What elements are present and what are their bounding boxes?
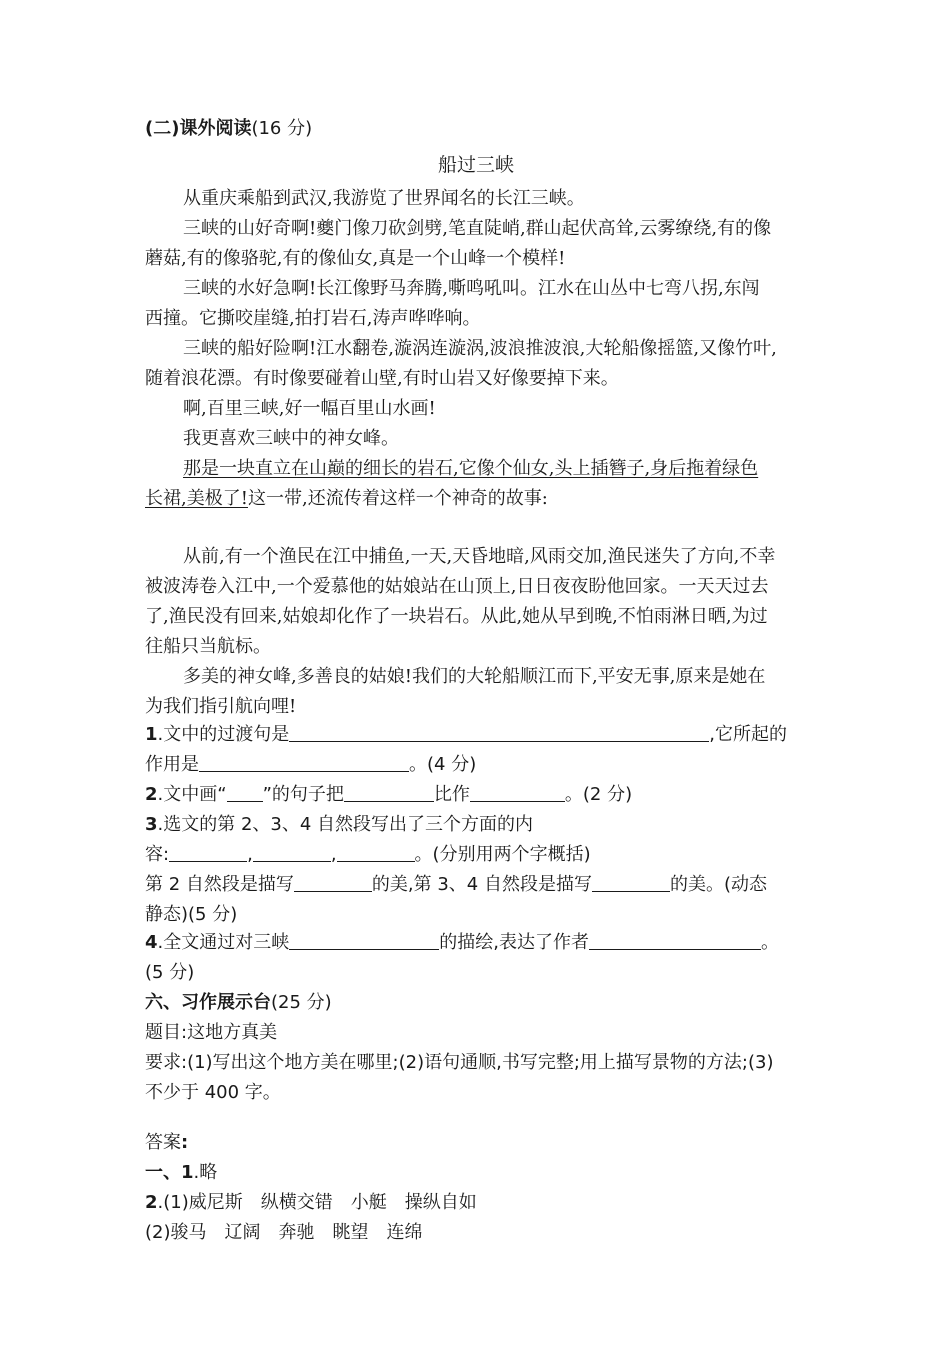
question-text: ,: [330, 844, 337, 865]
answer-2: [145, 1190, 477, 1216]
question-text: 。: [761, 932, 779, 953]
answer-blank[interactable]: [253, 843, 331, 862]
answers-heading: [145, 1130, 188, 1156]
question-text: 比作: [433, 784, 470, 805]
question-3-cont: [145, 842, 591, 868]
answers-colon: :: [181, 1132, 189, 1153]
passage-line: 三峡的水好急啊!长江像野马奔腾,嘶鸣吼叫。江水在山丛中七弯八拐,东闯: [183, 278, 760, 299]
answer-blank[interactable]: [592, 873, 670, 892]
question-1: [145, 722, 787, 748]
answer-blank[interactable]: [589, 931, 761, 950]
question-3-cont2: 静态)(5 分): [145, 904, 238, 925]
section-score: (16 分): [251, 118, 313, 139]
question-text: 作用是: [145, 754, 199, 775]
passage-line: 三峡的船好险啊!江水翻卷,漩涡连漩涡,波浪推波浪,大轮船像摇篮,又像竹叶,: [183, 338, 777, 359]
section-heading: [145, 116, 312, 142]
answer-blank[interactable]: [344, 783, 434, 802]
question-3: [145, 812, 533, 838]
question-text: 。(分别用两个字概括): [414, 844, 591, 865]
answer-number: 2: [145, 1192, 158, 1213]
passage-line: 从前,有一个渔民在江中捕鱼,一天,天昏地暗,风雨交加,渔民迷失了方向,不幸: [183, 546, 776, 567]
answers-label: 答案: [145, 1132, 181, 1153]
passage-title: 船过三峡: [437, 154, 514, 176]
question-text: 。(2 分): [564, 784, 633, 805]
question-number: 3: [145, 814, 158, 835]
writing-score: (25 分): [271, 992, 332, 1013]
answer-blank[interactable]: [199, 753, 409, 772]
writing-topic: 题目:这地方真美: [145, 1022, 278, 1043]
question-number: 1: [145, 724, 158, 745]
answer-blank[interactable]: [470, 783, 565, 802]
question-text: ”的句子把: [262, 784, 344, 805]
answer-blank[interactable]: [294, 873, 372, 892]
writing-requirements-cont: 不少于 400 字。: [145, 1082, 281, 1103]
answer-blank[interactable]: [289, 723, 709, 742]
underlined-text: 那是一块直立在山巅的细长的岩石,它像个仙女,头上插簪子,身后拖着绿色: [183, 458, 759, 479]
question-4-cont: (5 分): [145, 962, 195, 983]
passage-line: 西撞。它撕咬崖缝,拍打岩石,涛声哗哗响。: [145, 308, 481, 329]
passage-line: 蘑菇,有的像骆驼,有的像仙女,真是一个山峰一个模样!: [145, 248, 566, 269]
passage-line: 为我们指引航向哩!: [145, 696, 297, 717]
question-text: .全文通过对三峡: [157, 932, 290, 953]
question-text: 。(4 分): [409, 754, 477, 775]
passage-line: 从重庆乘船到武汉,我游览了世界闻名的长江三峡。: [183, 188, 585, 209]
question-text: 容:: [145, 844, 170, 865]
question-3-part2: [145, 872, 767, 898]
passage-line: 了,渔民没有回来,姑娘却化作了一块岩石。从此,她从早到晚,不怕雨淋日晒,为过: [145, 606, 768, 627]
passage-line: 我更喜欢三峡中的神女峰。: [183, 428, 399, 449]
answer-blank[interactable]: [169, 843, 247, 862]
underlined-text: 长裙,美极了!: [145, 488, 248, 509]
writing-requirements: 要求:(1)写出这个地方美在哪里;(2)语句通顺,书写完整;用上描写景物的方法;(3): [145, 1052, 774, 1073]
underline-sample: [227, 783, 263, 802]
answer-blank[interactable]: [289, 931, 439, 950]
passage-line: 被波涛卷入江中,一个爱慕他的姑娘站在山顶上,日日夜夜盼他回家。一天天过去: [145, 576, 769, 597]
question-2: [145, 782, 632, 808]
answer-2-cont: (2)骏马 辽阔 奔驰 眺望 连绵: [145, 1222, 423, 1243]
question-text: 的描绘,表达了作者: [439, 932, 589, 953]
writing-title: 六、习作展示台: [145, 992, 271, 1013]
passage-text: 这一带,还流传着这样一个神奇的故事:: [247, 488, 548, 509]
answer-text: .略: [193, 1162, 218, 1183]
underlined-sentence: [183, 456, 758, 482]
question-text: .文中画“: [157, 784, 227, 805]
section-label: (二)课外阅读: [145, 118, 252, 139]
question-text: ,它所起的: [709, 724, 787, 745]
question-1-cont: [145, 752, 476, 778]
answer-number: 1: [181, 1162, 194, 1183]
question-text: 第 2 自然段是描写: [145, 874, 294, 895]
passage-line: 往船只当航标。: [145, 636, 271, 657]
question-number: 2: [145, 784, 158, 805]
answer-blank[interactable]: [337, 843, 415, 862]
writing-heading: [145, 990, 332, 1016]
answer-text: .(1)威尼斯 纵横交错 小艇 操纵自如: [157, 1192, 477, 1213]
question-text: ,: [247, 844, 253, 865]
answer-1: [145, 1160, 217, 1186]
passage-line: 随着浪花漂。有时像要碰着山壁,有时山岩又好像要掉下来。: [145, 368, 619, 389]
question-text: 的美。(动态: [669, 874, 768, 895]
passage-line: 三峡的山好奇啊!夔门像刀砍剑劈,笔直陡峭,群山起伏高耸,云雾缭绕,有的像: [183, 218, 772, 239]
passage-line: 多美的神女峰,多善良的姑娘!我们的大轮船顺江而下,平安无事,原来是她在: [183, 666, 766, 687]
passage-line: 啊,百里三峡,好一幅百里山水画!: [183, 398, 436, 419]
question-text: 的美,第 3、4 自然段是描写: [371, 874, 592, 895]
question-number: 4: [145, 932, 158, 953]
answer-prefix: 一、: [145, 1162, 181, 1183]
question-text: .文中的过渡句是: [157, 724, 290, 745]
passage-line: [145, 486, 548, 512]
question-4: [145, 930, 779, 956]
question-text: .选文的第 2、3、4 自然段写出了三个方面的内: [157, 814, 534, 835]
